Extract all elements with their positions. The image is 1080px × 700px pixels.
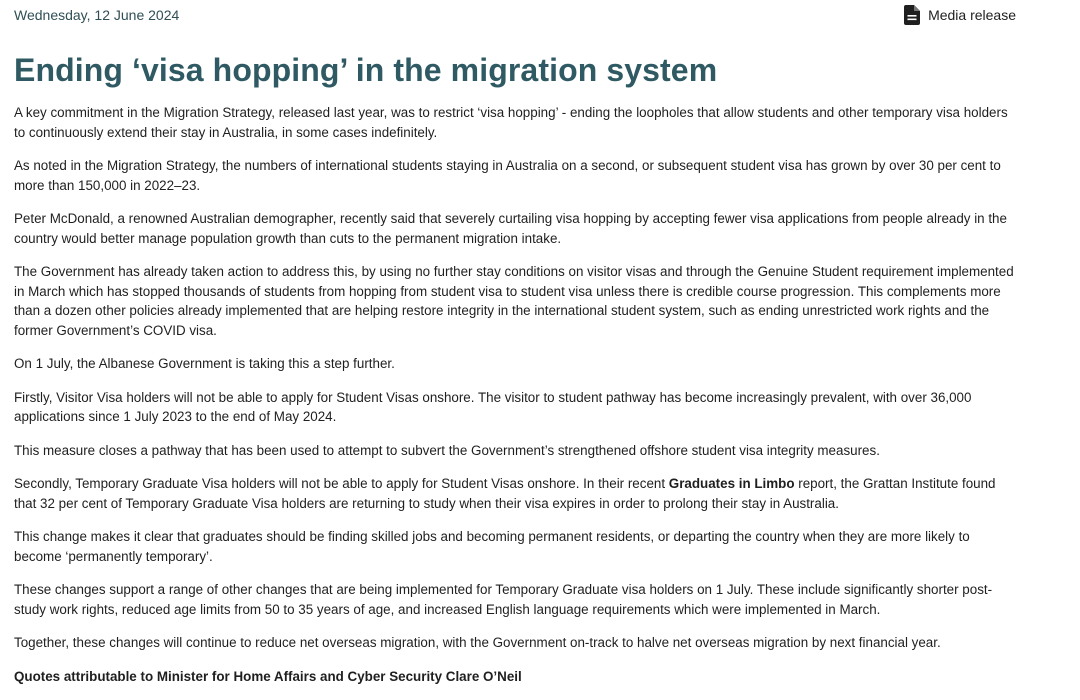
paragraph: A key commitment in the Migration Strategy, released last year, was to restrict ‘visa hopping’ - ending the loopholes that allow students and other temporary visa holders to continuously extend their stay in Australia, in some cases indefinitely. <box>14 105 1008 140</box>
paragraph: This measure closes a pathway that has been used to attempt to subvert the Government’s strengthened offshore student visa integrity measures. <box>14 442 880 458</box>
document-icon <box>904 5 920 25</box>
quotes-heading: Quotes attributable to Minister for Home Affairs and Cyber Security Clare O’Neil <box>14 668 522 684</box>
page-title: Ending ‘visa hopping’ in the migration system <box>14 52 718 88</box>
paragraph: Peter McDonald, a renowned Australian demographer, recently said that severely curtailing visa hopping by accepting fewer visa applications from people already in the country would better manage population growth than cuts to the permanent migration intake. <box>14 211 1007 246</box>
paragraph: The Government has already taken action to address this, by using no further stay conditions on visitor visas and through the Genuine Student requirement implemented in March which has stopped thousands of students from hopping from student visa to student visa unless there is credible course progression. This complements more than a dozen other policies already implemented that are helping restore integrity in the international student system, such as ending unrestricted work rights and the former Government’s COVID visa. <box>14 264 1014 338</box>
publish-date: Wednesday, 12 June 2024 <box>14 7 180 23</box>
media-release-label: Media release <box>928 7 1016 23</box>
article-body <box>14 103 1020 700</box>
paragraph: On 1 July, the Albanese Government is taking this a step further. <box>14 356 395 371</box>
paragraph-text: Secondly, Temporary Graduate Visa holders will not be able to apply for Student Visas onshore. In their recent <box>14 476 669 491</box>
paragraph: Together, these changes will continue to reduce net overseas migration, with the Government on-track to halve net overseas migration by next financial year. <box>14 635 941 650</box>
paragraph: This change makes it clear that graduates should be finding skilled jobs and becoming permanent residents, or departing the country when they are more likely to become ‘permanently temporary’. <box>14 529 970 564</box>
paragraph: As noted in the Migration Strategy, the numbers of international students staying in Australia on a second, or subsequent student visa has grown by over 30 per cent to more than 150,000 in 2022–23. <box>14 158 1001 193</box>
meta-bar <box>14 5 1016 25</box>
media-release-tag[interactable] <box>904 5 1016 25</box>
paragraph-text: report, the Grattan Institute found that 32 per cent of Temporary Graduate Visa holders are returning to study when their visa expires in order to prolong their stay in Australia. <box>14 476 996 511</box>
report-title: Graduates in Limbo <box>668 476 795 491</box>
paragraph: These changes support a range of other changes that are being implemented for Temporary Graduate visa holders on 1 July. These include significantly shorter post-study work rights, reduced age limits from 50 to 35 years of age, and increased English language requirements which were implemented in March. <box>14 582 993 617</box>
paragraph: Firstly, Visitor Visa holders will not be able to apply for Student Visas onshore. The visitor to student pathway has become increasingly prevalent, with over 36,000 applications since 1 July 2023 to the end of May 2024. <box>14 389 972 424</box>
paragraph-graduates <box>14 474 1020 513</box>
